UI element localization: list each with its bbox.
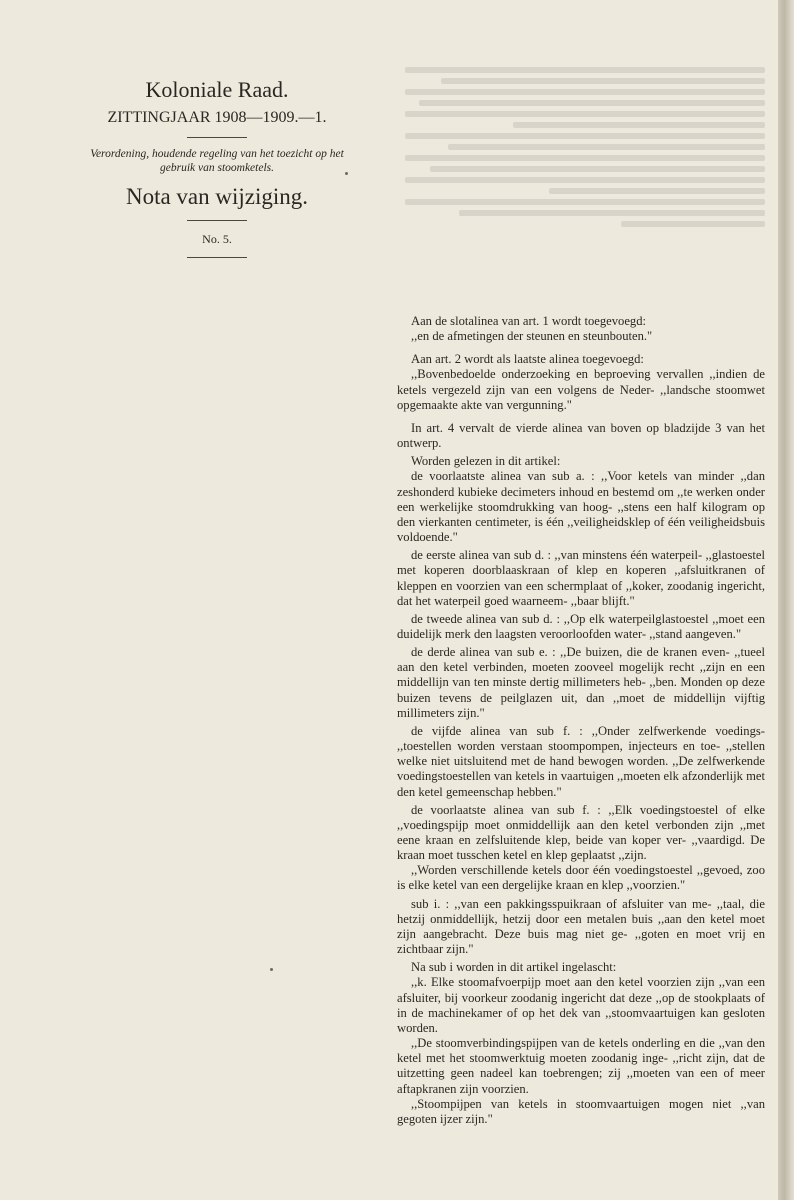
page-edge <box>778 0 794 1200</box>
paragraph: de voorlaatste alinea van sub a. : ,,Voor ketels van minder ,,dan zeshonderd kubieke decimeters inhoud en bestemd om ,,te werken onder een werkelijke stoomdrukking van hoog- ,,stens een half kilogram op den vierkanten centimeter, is één ,,veiligheidsklep of één veiligheidsbuis voldoende." <box>397 469 765 545</box>
paragraph: In art. 4 vervalt de vierde alinea van boven op bladzijde 3 van het ontwerp. <box>397 420 765 451</box>
divider <box>187 257 247 258</box>
paragraph: Na sub i worden in dit artikel ingelascht: <box>411 960 617 975</box>
paragraph: Aan de slotalinea van art. 1 wordt toegevoegd: <box>411 314 647 328</box>
header-block <box>88 76 346 267</box>
paragraph: ,,De stoomverbindingspijpen van de ketels onderling en die ,,van den ketel met het stoomwerktuig moeten zoodanig inge- ,,richt zijn, dat de uitzetting geen nadeel kan toebrengen; zij ,,moeten van een of meer aftapkranen zijn voorzien. <box>397 1036 765 1096</box>
paragraph: Aan art. 2 wordt als laatste alinea toegevoegd: <box>411 352 644 367</box>
session-year: ZITTINGJAAR 1908—1909.—1. <box>107 109 327 126</box>
paragraph: de derde alinea van sub e. : ,,De buizen, die de kranen even- ,,tueel aan den ketel verbinden, moeten zooveel mogelijk recht ,,zijn en een middellijn van ten minste dertig millimeters heb- ,,ben. Monden op deze buizen tevens de peilglazen uit, dan ,,moet de middellijn vijftig millimeters zijn." <box>397 645 765 720</box>
paragraph: sub i. : ,,van een pakkingsspuikraan of afsluiter van me- ,,taal, die hetzij onmiddellijk, hetzij door een metalen buis ,,aan den ketel moet zijn aangebracht. Deze buis mag niet ge- ,,goten en moet vrij en zichtbaar zijn." <box>397 896 765 957</box>
divider <box>187 137 247 138</box>
body-text <box>397 314 765 1127</box>
paragraph: ,,en de afmetingen der steunen en steunbouten." <box>411 329 653 344</box>
paragraph: ,,Bovenbedoelde onderzoeking en beproeving vervallen ,,indien de ketels vergezeld zijn van een volgens de Neder- ,,landsche stoomwet opgemaakte akte van vergunning." <box>397 367 765 412</box>
paragraph: ,,k. Elke stoomafvoerpijp moet aan den ketel voorzien zijn ,,van een afsluiter, bij voorkeur zoodanig ingericht dat deze ,,op de stookplaats of in de machinekamer of op het dek van ,,stoomvaartuigen kan gesloten worden. <box>397 975 765 1035</box>
paragraph: de vijfde alinea van sub f. : ,,Onder zelfwerkende voedings- ,,toestellen worden verstaan stoompompen, injecteurs en toe- ,,stellen welke niet uitsluitend met de hand bewogen worden. ,,De zelfwerkende voedingstoestellen van ketels in vaartuigen ,,moeten elk afzonderlijk met den ketel gemeenschap hebben." <box>397 723 765 799</box>
paragraph: Worden gelezen in dit artikel: <box>411 454 561 469</box>
paper-speck <box>345 172 348 175</box>
paragraph: ,,Stoompijpen van ketels in stoomvaartuigen mogen niet ,,van gegoten ijzer zijn." <box>397 1096 765 1126</box>
paper-speck <box>270 968 273 971</box>
document-heading: Nota van wijziging. <box>125 184 309 209</box>
paragraph: de eerste alinea van sub d. : ,,van minstens één waterpeil- ,,glastoestel met koperen doorblaaskraan of klep en koperen ,,afsluitkranen of kleppen en voorzien van een schermplaat of ,,koker, zoodanig ingericht, dat het waterpeil goed waarneem- ,,baar blijft." <box>397 548 765 608</box>
council-title: Koloniale Raad. <box>145 77 289 102</box>
paragraph: ,,Worden verschillende ketels door één voedingstoestel ,,gevoed, zoo is elke ketel van een dergelijke kraan en klep ,,voorzien." <box>397 863 765 893</box>
paragraph: de voorlaatste alinea van sub f. : ,,Elk voedingstoestel of elke ,,voedingspijp moet onmiddellijk aan den ketel verbonden zijn ,,met eene kraan en zelfsluitende klep, beide van koper ver- ,,vaardigd. De kraan moet tusschen ketel en klep geplaatst ,,zijn. <box>397 802 765 863</box>
document-number: No. 5. <box>202 232 232 246</box>
divider <box>187 220 247 221</box>
show-through-text <box>405 62 765 227</box>
paragraph: de tweede alinea van sub d. : ,,Op elk waterpeilglastoestel ,,moet een duidelijk merk den laagsten veroorloofden water- ,,stand aangeven." <box>397 611 765 641</box>
document-subject: Verordening, houdende regeling van het toezicht op het gebruik van stoomketels. <box>90 148 344 174</box>
